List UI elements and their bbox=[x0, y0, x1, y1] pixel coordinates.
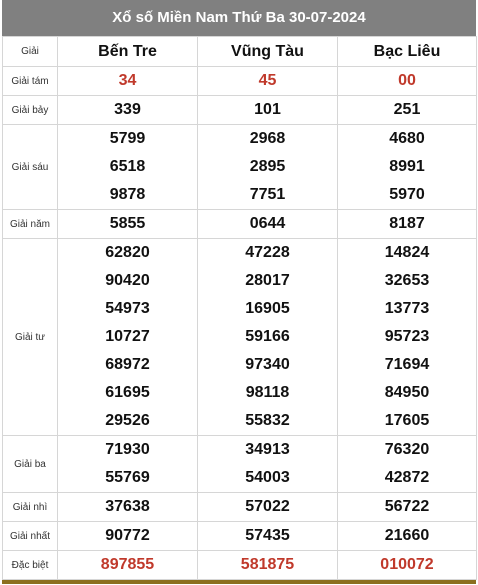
prize-cell bbox=[58, 436, 198, 493]
prize-number: 28017 bbox=[245, 272, 290, 289]
prize-number: 32653 bbox=[384, 272, 430, 289]
prize-cell bbox=[338, 436, 477, 493]
prize-cell bbox=[198, 551, 338, 580]
prize-row-giai-tu bbox=[3, 239, 477, 436]
prize-number: 98118 bbox=[245, 384, 290, 401]
prize-number: 57022 bbox=[245, 498, 290, 515]
prize-label: Giải sáu bbox=[3, 125, 58, 210]
prize-label: Giải nhì bbox=[3, 493, 58, 522]
prize-cell bbox=[338, 210, 477, 239]
prize-cell bbox=[198, 522, 338, 551]
province-bac-lieu: Bạc Liêu bbox=[338, 37, 477, 67]
prize-label: Giải tám bbox=[3, 67, 58, 96]
prize-number: 54003 bbox=[245, 469, 290, 486]
prize-cell bbox=[338, 551, 477, 580]
prize-cell bbox=[338, 522, 477, 551]
prize-number: 8991 bbox=[389, 158, 425, 175]
prize-number: 2968 bbox=[249, 130, 286, 147]
prize-cell bbox=[338, 67, 477, 96]
prize-cell bbox=[58, 125, 198, 210]
prize-number: 897855 bbox=[100, 556, 155, 573]
prize-number: 71694 bbox=[384, 356, 430, 373]
prize-number: 62820 bbox=[105, 244, 150, 261]
prize-number: 54973 bbox=[105, 300, 150, 317]
prize-cell bbox=[198, 239, 338, 436]
prize-number: 59166 bbox=[245, 328, 290, 345]
prize-cell bbox=[58, 493, 198, 522]
prize-cell bbox=[58, 67, 198, 96]
prize-number: 90420 bbox=[105, 272, 150, 289]
prize-cell bbox=[198, 493, 338, 522]
prize-number: 95723 bbox=[384, 328, 430, 345]
results-table bbox=[2, 36, 477, 580]
prize-number: 0644 bbox=[249, 215, 286, 232]
prize-number: 13773 bbox=[384, 300, 430, 317]
prize-number: 5970 bbox=[389, 186, 425, 203]
prize-row-giai-tam bbox=[3, 67, 477, 96]
prize-number: 9878 bbox=[109, 186, 146, 203]
prize-number: 10727 bbox=[105, 328, 150, 345]
prize-number: 76320 bbox=[384, 441, 430, 458]
prize-cell bbox=[198, 67, 338, 96]
prize-cell bbox=[198, 96, 338, 125]
prize-number: 37638 bbox=[105, 498, 150, 515]
page-title: Xổ số Miền Nam Thứ Ba 30-07-2024 bbox=[2, 0, 476, 36]
prize-number: 4680 bbox=[389, 130, 425, 147]
prize-label: Giải năm bbox=[3, 210, 58, 239]
prize-number: 55769 bbox=[105, 469, 150, 486]
province-vung-tau: Vũng Tàu bbox=[198, 37, 338, 67]
prize-number: 5855 bbox=[109, 215, 146, 232]
prize-number: 68972 bbox=[105, 356, 150, 373]
prize-number: 61695 bbox=[105, 384, 150, 401]
prize-cell bbox=[58, 96, 198, 125]
prize-label: Giải nhất bbox=[3, 522, 58, 551]
prize-row-giai-nam bbox=[3, 210, 477, 239]
prize-label: Đặc biệt bbox=[3, 551, 58, 580]
prize-cell bbox=[198, 210, 338, 239]
prize-label: Giải bảy bbox=[3, 96, 58, 125]
prize-cell bbox=[58, 210, 198, 239]
prize-number: 17605 bbox=[384, 412, 430, 429]
prize-number: 581875 bbox=[240, 556, 295, 573]
prize-number: 45 bbox=[258, 72, 277, 89]
prize-number: 101 bbox=[254, 101, 281, 118]
prize-number: 47228 bbox=[245, 244, 290, 261]
prize-number: 7751 bbox=[249, 186, 286, 203]
prize-number: 21660 bbox=[384, 527, 430, 544]
prize-number: 42872 bbox=[384, 469, 430, 486]
prize-cell bbox=[198, 125, 338, 210]
prize-row-giai-bay bbox=[3, 96, 477, 125]
prize-cell bbox=[198, 436, 338, 493]
prize-cell bbox=[338, 239, 477, 436]
prize-number: 14824 bbox=[384, 244, 430, 261]
prize-number: 6518 bbox=[109, 158, 146, 175]
prize-number: 55832 bbox=[245, 412, 290, 429]
prize-number: 29526 bbox=[105, 412, 150, 429]
prize-number: 97340 bbox=[245, 356, 290, 373]
header-row bbox=[3, 37, 477, 67]
prize-label: Giải ba bbox=[3, 436, 58, 493]
prize-row-giai-nhat bbox=[3, 522, 477, 551]
prize-number: 339 bbox=[114, 101, 141, 118]
prize-number: 34 bbox=[118, 72, 137, 89]
prize-cell bbox=[58, 551, 198, 580]
prize-number: 71930 bbox=[105, 441, 150, 458]
prize-cell bbox=[338, 493, 477, 522]
prize-number: 00 bbox=[398, 72, 416, 89]
prize-cell bbox=[338, 96, 477, 125]
province-ben-tre: Bến Tre bbox=[58, 37, 198, 67]
prize-cell bbox=[58, 522, 198, 551]
prize-cell bbox=[58, 239, 198, 436]
prize-number: 010072 bbox=[380, 556, 434, 573]
prize-row-giai-sau bbox=[3, 125, 477, 210]
prize-row-giai-nhi bbox=[3, 493, 477, 522]
footer-bar bbox=[2, 580, 476, 584]
prize-number: 5799 bbox=[109, 130, 146, 147]
prize-number: 16905 bbox=[245, 300, 290, 317]
prize-cell bbox=[338, 125, 477, 210]
prize-number: 8187 bbox=[389, 215, 425, 232]
prize-row-giai-ba bbox=[3, 436, 477, 493]
prize-number: 90772 bbox=[105, 527, 150, 544]
lottery-results bbox=[2, 0, 476, 584]
prize-number: 251 bbox=[393, 101, 421, 118]
header-label: Giải bbox=[3, 37, 58, 67]
prize-number: 56722 bbox=[384, 498, 430, 515]
prize-label: Giải tư bbox=[3, 239, 58, 436]
prize-number: 2895 bbox=[249, 158, 286, 175]
prize-number: 84950 bbox=[384, 384, 430, 401]
prize-number: 57435 bbox=[245, 527, 290, 544]
prize-row-dac-biet bbox=[3, 551, 477, 580]
prize-number: 34913 bbox=[245, 441, 290, 458]
